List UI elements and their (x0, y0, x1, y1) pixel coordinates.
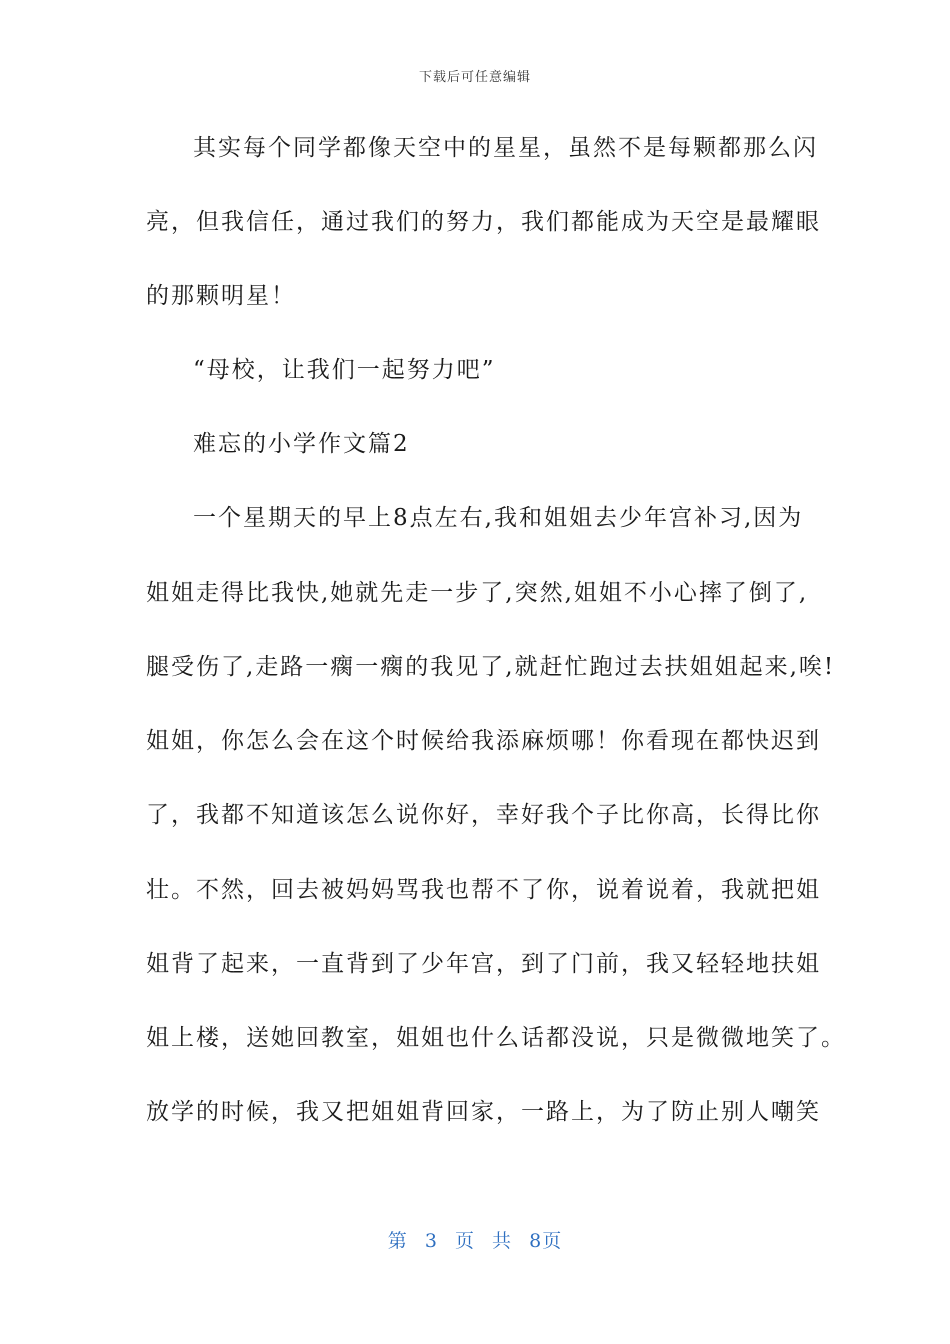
paragraph-line: 腿受伤了,走路一瘸一瘸的我见了,就赶忙跑过去扶姐姐起来,唉! (146, 654, 836, 680)
paragraph-line: 姐姐，你怎么会在这个时候给我添麻烦哪！你看现在都快迟到 (146, 728, 821, 754)
paragraph-line: 姐背了起来，一直背到了少年宫，到了门前，我又轻轻地扶姐 (146, 951, 821, 977)
paragraph-line: 了，我都不知道该怎么说你好，幸好我个子比你高，长得比你 (146, 802, 821, 828)
quote-line: “母校，让我们一起努力吧” (193, 357, 496, 383)
paragraph-line: 放学的时候，我又把姐姐背回家，一路上，为了防止别人嘲笑 (146, 1099, 821, 1125)
header-note: 下载后可任意编辑 (418, 70, 531, 85)
paragraph-line: 壮。不然，回去被妈妈骂我也帮不了你，说着说着，我就把姐 (146, 877, 821, 903)
paragraph-line: 其实每个同学都像天空中的星星，虽然不是每颗都那么闪 (193, 135, 818, 161)
footer-page-number: 3 (424, 1230, 438, 1252)
footer-total-prefix: 共 (492, 1230, 513, 1252)
paragraph-line: 一个星期天的早上8点左右,我和姐姐去少年宫补习,因为 (193, 505, 804, 531)
footer-total-pages: 8页 (529, 1230, 563, 1252)
paragraph-line: 亮，但我信任，通过我们的努力，我们都能成为天空是最耀眼 (146, 209, 821, 235)
paragraph-line: 姐上楼，送她回教室，姐姐也什么话都没说，只是微微地笑了。 (146, 1025, 846, 1051)
footer-page-prefix: 第 (387, 1230, 408, 1252)
section-title: 难忘的小学作文篇2 (193, 431, 410, 457)
footer-page-mid: 页 (454, 1230, 475, 1252)
page-footer (0, 1226, 950, 1253)
paragraph-line: 姐姐走得比我快,她就先走一步了,突然,姐姐不小心摔了倒了, (146, 580, 809, 606)
paragraph-line: 的那颗明星！ (146, 283, 296, 309)
